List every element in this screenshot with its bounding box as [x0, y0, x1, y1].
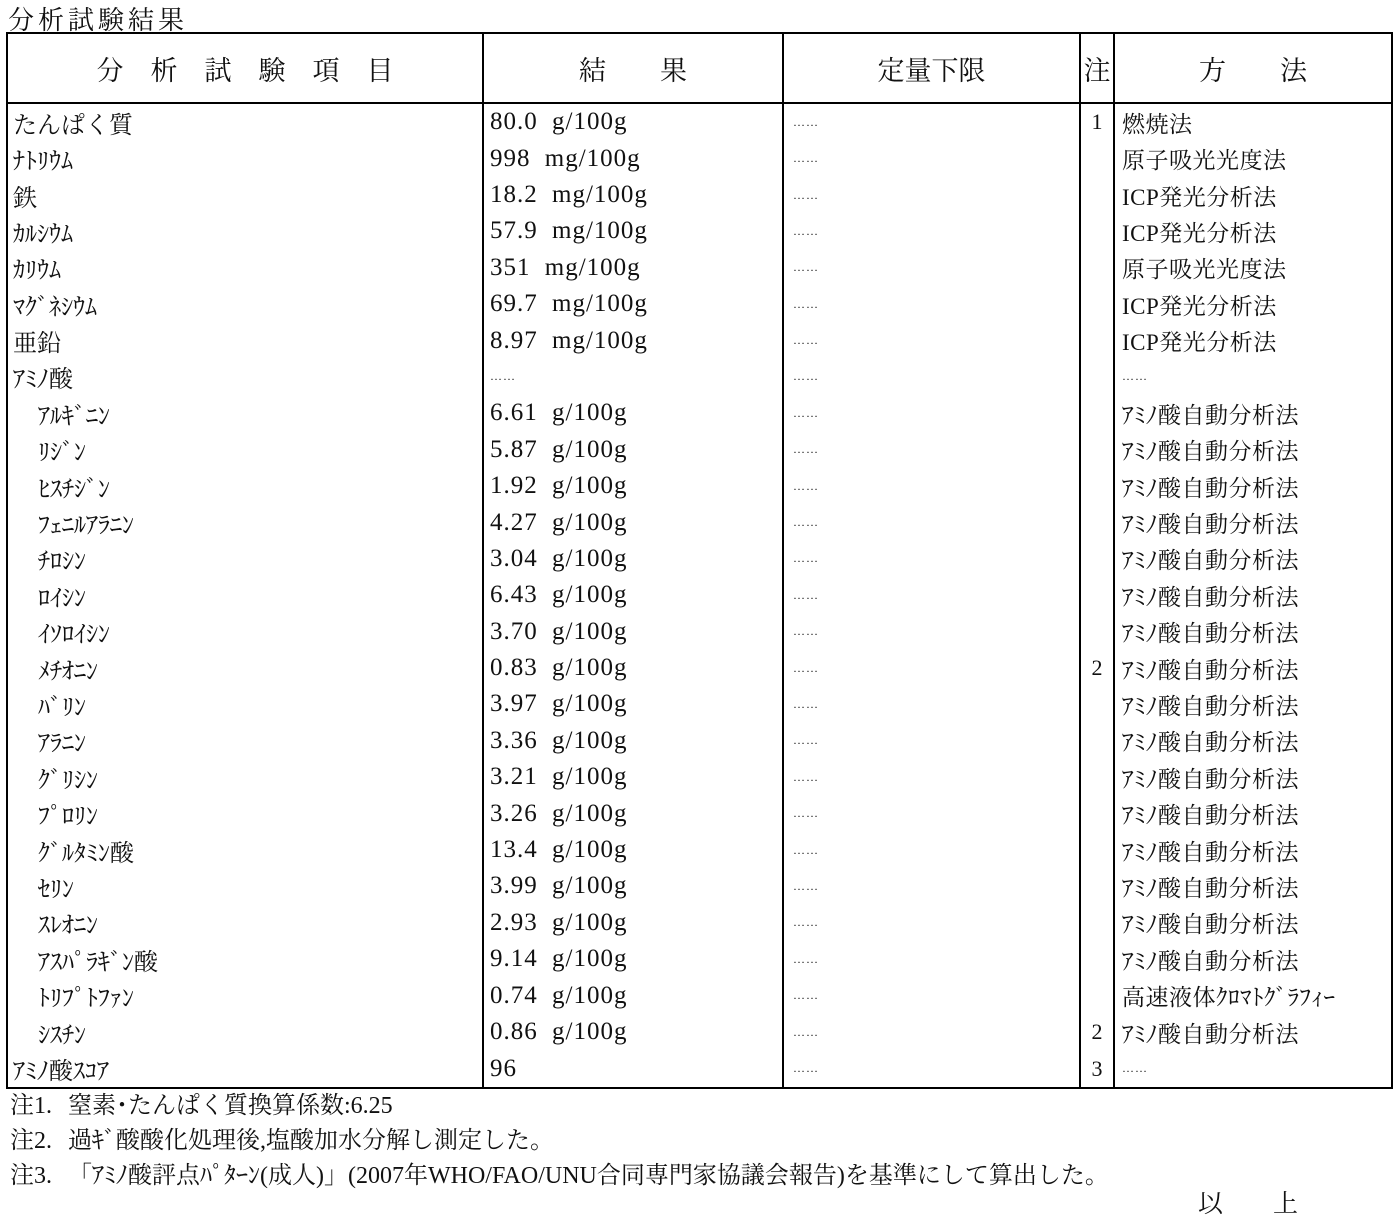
loq-cell: …… [783, 614, 1080, 650]
analysis-item-cell: ﾘｼﾞﾝ [7, 432, 483, 468]
analysis-item-cell: ｽﾚｵﾆﾝ [7, 905, 483, 941]
table-row [7, 250, 1392, 286]
table-row [7, 140, 1392, 176]
result-cell: 2.93 g/100g [483, 905, 783, 941]
loq-cell: …… [783, 686, 1080, 722]
result-cell: 8.97 mg/100g [483, 322, 783, 358]
note-cell [1080, 614, 1114, 650]
table-row [7, 213, 1392, 249]
analysis-item-cell: ﾅﾄﾘｳﾑ [7, 140, 483, 176]
note-cell [1080, 213, 1114, 249]
note-cell [1080, 250, 1114, 286]
footnote-label: 注1. [10, 1093, 52, 1119]
column-header-note: 注 [1080, 33, 1114, 103]
loq-cell: …… [783, 795, 1080, 831]
result-cell: 998 mg/100g [483, 140, 783, 176]
result-cell: 351 mg/100g [483, 250, 783, 286]
loq-cell: …… [783, 177, 1080, 213]
analysis-item-cell: ｱﾙｷﾞﾆﾝ [7, 395, 483, 431]
analysis-item-cell: ｸﾞﾙﾀﾐﾝ酸 [7, 832, 483, 868]
analysis-item-cell: ﾋｽﾁｼﾞﾝ [7, 468, 483, 504]
closing-statement: 以 上 [1198, 1191, 1299, 1218]
table-row [7, 1050, 1392, 1088]
loq-cell: …… [783, 905, 1080, 941]
analysis-item-cell: ｱｽﾊﾟﾗｷﾞﾝ酸 [7, 941, 483, 977]
result-cell: 6.61 g/100g [483, 395, 783, 431]
note-cell [1080, 541, 1114, 577]
table-row [7, 759, 1392, 795]
method-cell: 原子吸光光度法 [1122, 148, 1287, 174]
analysis-item-cell: ﾒﾁｵﾆﾝ [7, 650, 483, 686]
result-cell: 6.43 g/100g [483, 577, 783, 613]
loq-cell: …… [783, 468, 1080, 504]
analysis-item-cell: ｲｿﾛｲｼﾝ [7, 614, 483, 650]
note-cell [1080, 359, 1114, 395]
table-row [7, 905, 1392, 941]
table-row [7, 977, 1392, 1013]
column-header-loq: 定量下限 [783, 33, 1080, 103]
loq-cell: …… [783, 1014, 1080, 1050]
method-cell: ｱﾐﾉ酸自動分析法 [1122, 475, 1299, 501]
note-cell [1080, 723, 1114, 759]
method-cell: ICP発光分析法 [1122, 293, 1277, 319]
note-cell [1080, 686, 1114, 722]
loq-cell: …… [783, 941, 1080, 977]
column-header-item: 分 析 試 験 項 目 [7, 33, 483, 103]
analysis-item-cell: ｶﾙｼｳﾑ [7, 213, 483, 249]
table-row [7, 468, 1392, 504]
analysis-item-cell: ｱﾐﾉ酸 [7, 359, 483, 395]
method-cell: ｱﾐﾉ酸自動分析法 [1122, 912, 1299, 938]
note-cell [1080, 977, 1114, 1013]
table-row [7, 359, 1392, 395]
analysis-item-cell: 鉄 [7, 177, 483, 213]
loq-cell: …… [783, 103, 1080, 140]
method-cell: 燃焼法 [1122, 111, 1193, 137]
column-header-result: 結 果 [483, 33, 783, 103]
result-cell: 4.27 g/100g [483, 504, 783, 540]
results-table-body [7, 103, 1392, 1088]
result-cell: 80.0 g/100g [483, 103, 783, 140]
note-cell: 3 [1080, 1050, 1114, 1088]
method-cell: ｱﾐﾉ酸自動分析法 [1122, 839, 1299, 865]
footnote-text: 「ｱﾐﾉ酸評点ﾊﾟﾀｰﾝ(成人)」(2007年WHO/FAO/UNU合同専門家協議会報告)を基準にして算出した。 [68, 1163, 1109, 1189]
note-cell [1080, 832, 1114, 868]
loq-cell: …… [783, 359, 1080, 395]
table-row [7, 177, 1392, 213]
table-row [7, 832, 1392, 868]
loq-cell: …… [783, 250, 1080, 286]
method-cell: ｱﾐﾉ酸自動分析法 [1122, 657, 1299, 683]
note-cell [1080, 941, 1114, 977]
method-cell: ｱﾐﾉ酸自動分析法 [1122, 693, 1299, 719]
note-cell [1080, 868, 1114, 904]
footnote-label: 注3. [10, 1163, 52, 1189]
table-row [7, 432, 1392, 468]
loq-cell: …… [783, 832, 1080, 868]
method-cell: …… [1122, 369, 1148, 384]
analysis-item-cell: ｱﾗﾆﾝ [7, 723, 483, 759]
result-cell: 57.9 mg/100g [483, 213, 783, 249]
result-cell: 3.97 g/100g [483, 686, 783, 722]
method-cell: ｱﾐﾉ酸自動分析法 [1122, 730, 1299, 756]
result-cell: 9.14 g/100g [483, 941, 783, 977]
method-cell: ｱﾐﾉ酸自動分析法 [1122, 402, 1299, 428]
note-cell: 2 [1080, 650, 1114, 686]
method-cell: ｱﾐﾉ酸自動分析法 [1122, 584, 1299, 610]
result-cell: 18.2 mg/100g [483, 177, 783, 213]
analysis-item-cell: 亜鉛 [7, 322, 483, 358]
table-row [7, 650, 1392, 686]
method-cell: 高速液体ｸﾛﾏﾄｸﾞﾗﾌｨｰ [1122, 985, 1336, 1011]
table-row [7, 1014, 1392, 1050]
loq-cell: …… [783, 650, 1080, 686]
result-cell: 0.86 g/100g [483, 1014, 783, 1050]
analysis-item-cell: ﾄﾘﾌﾟﾄﾌｧﾝ [7, 977, 483, 1013]
method-cell: ICP発光分析法 [1122, 330, 1277, 356]
table-row [7, 723, 1392, 759]
loq-cell: …… [783, 759, 1080, 795]
footnote-text: 窒素･たんぱく質換算係数:6.25 [68, 1093, 393, 1119]
note-cell [1080, 395, 1114, 431]
result-cell: 3.21 g/100g [483, 759, 783, 795]
method-cell: ｱﾐﾉ酸自動分析法 [1122, 948, 1299, 974]
table-row [7, 504, 1392, 540]
loq-cell: …… [783, 395, 1080, 431]
note-cell [1080, 286, 1114, 322]
method-cell: ICP発光分析法 [1122, 184, 1277, 210]
table-header-row [7, 33, 1392, 103]
analysis-item-cell: ﾛｲｼﾝ [7, 577, 483, 613]
table-row [7, 868, 1392, 904]
method-cell: ｱﾐﾉ酸自動分析法 [1122, 512, 1299, 538]
footnote-label: 注2. [10, 1128, 52, 1154]
result-cell: 13.4 g/100g [483, 832, 783, 868]
loq-cell: …… [783, 286, 1080, 322]
table-row [7, 614, 1392, 650]
method-cell: ｱﾐﾉ酸自動分析法 [1122, 439, 1299, 465]
table-row [7, 577, 1392, 613]
result-cell: 5.87 g/100g [483, 432, 783, 468]
note-cell [1080, 322, 1114, 358]
table-row [7, 686, 1392, 722]
note-cell [1080, 177, 1114, 213]
loq-cell: …… [783, 577, 1080, 613]
analysis-item-cell: ｼｽﾁﾝ [7, 1014, 483, 1050]
analysis-item-cell: ﾌｪﾆﾙｱﾗﾆﾝ [7, 504, 483, 540]
footnote-line [10, 1159, 1109, 1194]
loq-cell: …… [783, 541, 1080, 577]
analysis-item-cell: ﾁﾛｼﾝ [7, 541, 483, 577]
table-row [7, 795, 1392, 831]
analysis-item-cell: たんぱく質 [7, 103, 483, 140]
results-table [6, 32, 1393, 1089]
table-row [7, 395, 1392, 431]
method-cell: ｱﾐﾉ酸自動分析法 [1122, 803, 1299, 829]
loq-cell: …… [783, 868, 1080, 904]
loq-cell: …… [783, 1050, 1080, 1088]
column-header-method: 方 法 [1114, 33, 1392, 103]
note-cell [1080, 432, 1114, 468]
note-cell: 1 [1080, 103, 1114, 140]
note-cell [1080, 468, 1114, 504]
table-row [7, 103, 1392, 140]
page-title: 分析試験結果 [8, 6, 189, 35]
method-cell: ｱﾐﾉ酸自動分析法 [1122, 621, 1299, 647]
loq-cell: …… [783, 432, 1080, 468]
analysis-item-cell: ｾﾘﾝ [7, 868, 483, 904]
loq-cell: …… [783, 977, 1080, 1013]
note-cell [1080, 905, 1114, 941]
note-cell: 2 [1080, 1014, 1114, 1050]
analysis-item-cell: ｸﾞﾘｼﾝ [7, 759, 483, 795]
result-cell: 0.74 g/100g [483, 977, 783, 1013]
footnote-line [10, 1124, 1109, 1159]
table-row [7, 541, 1392, 577]
method-cell: 原子吸光光度法 [1122, 257, 1287, 283]
result-cell: 0.83 g/100g [483, 650, 783, 686]
note-cell [1080, 504, 1114, 540]
table-row [7, 286, 1392, 322]
analysis-item-cell: ｱﾐﾉ酸ｽｺｱ [7, 1050, 483, 1088]
result-cell: 3.26 g/100g [483, 795, 783, 831]
note-cell [1080, 140, 1114, 176]
analysis-item-cell: ﾊﾞﾘﾝ [7, 686, 483, 722]
method-cell: ｱﾐﾉ酸自動分析法 [1122, 1021, 1299, 1047]
footnotes [10, 1089, 1109, 1194]
method-cell: …… [1122, 1061, 1148, 1076]
loq-cell: …… [783, 140, 1080, 176]
result-cell: 96 [483, 1050, 783, 1088]
note-cell [1080, 577, 1114, 613]
table-row [7, 941, 1392, 977]
result-cell: 1.92 g/100g [483, 468, 783, 504]
loq-cell: …… [783, 213, 1080, 249]
analysis-item-cell: ﾏｸﾞﾈｼｳﾑ [7, 286, 483, 322]
analysis-item-cell: ﾌﾟﾛﾘﾝ [7, 795, 483, 831]
method-cell: ｱﾐﾉ酸自動分析法 [1122, 548, 1299, 574]
result-cell: 3.70 g/100g [483, 614, 783, 650]
loq-cell: …… [783, 322, 1080, 358]
method-cell: ｱﾐﾉ酸自動分析法 [1122, 875, 1299, 901]
analysis-item-cell: ｶﾘｳﾑ [7, 250, 483, 286]
table-row [7, 322, 1392, 358]
note-cell [1080, 759, 1114, 795]
result-cell: …… [483, 359, 783, 395]
method-cell: ICP発光分析法 [1122, 220, 1277, 246]
footnote-text: 過ｷﾞ酸酸化処理後,塩酸加水分解し測定した。 [68, 1128, 554, 1154]
result-cell: 3.99 g/100g [483, 868, 783, 904]
loq-cell: …… [783, 723, 1080, 759]
result-cell: 3.36 g/100g [483, 723, 783, 759]
method-cell: ｱﾐﾉ酸自動分析法 [1122, 766, 1299, 792]
result-cell: 3.04 g/100g [483, 541, 783, 577]
loq-cell: …… [783, 504, 1080, 540]
result-cell: 69.7 mg/100g [483, 286, 783, 322]
footnote-line [10, 1089, 1109, 1124]
note-cell [1080, 795, 1114, 831]
